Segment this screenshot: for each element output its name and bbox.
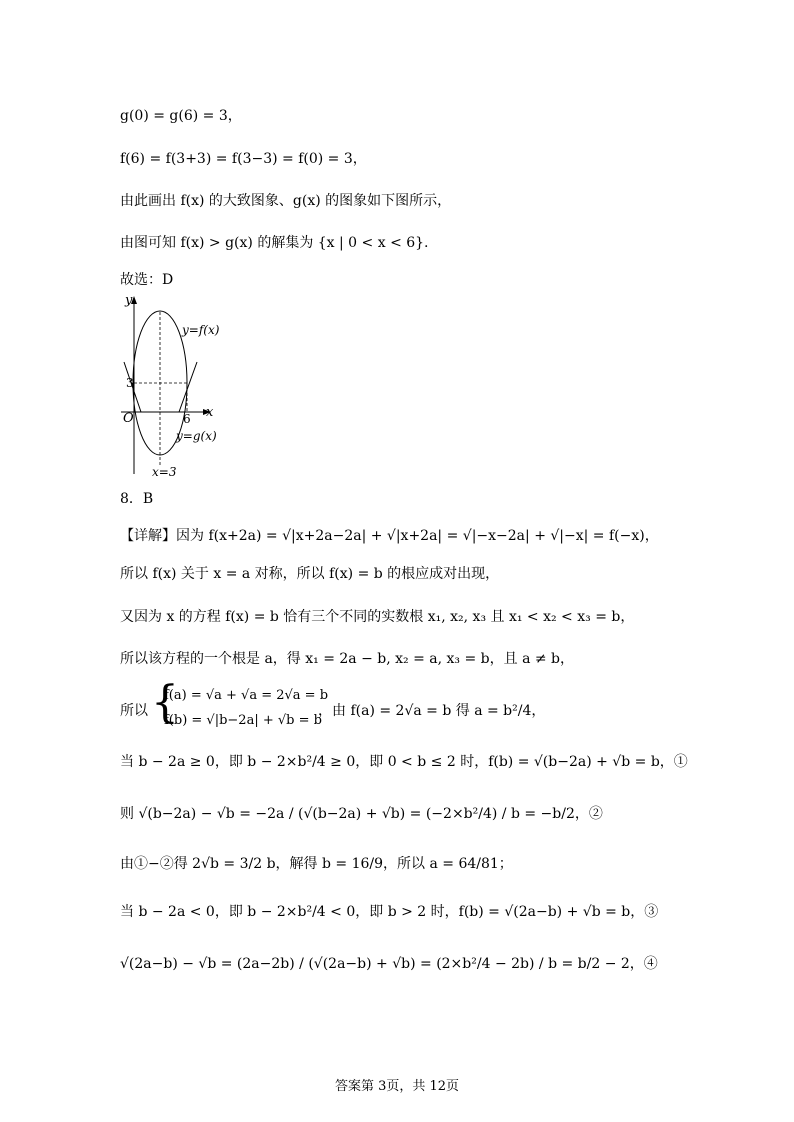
line-detail-symmetry: 【详解】因为 f(x+2a) = √|x+2a−2a| + √|x+2a| = √|−x−2a| + √|−x| = f(−x)， — [120, 528, 659, 544]
g-line-right — [179, 362, 197, 412]
line-draw-graph: 由此画出 f(x) 的大致图象、g(x) 的图象如下图所示， — [120, 193, 452, 209]
system-brace: { — [151, 677, 179, 728]
line-solve-b: 由①−②得 2√b = 3/2 b，解得 b = 16/9，所以 a = 64/81； — [120, 856, 513, 872]
line-eq-4: √(2a−b) − √b = (2a−2b) / (√(2a−b) + √b) = (2×b²/4 − 2b) / b = b/2 − 2，④ — [120, 956, 658, 972]
origin-label: O — [123, 411, 134, 426]
line-case-2: 当 b − 2a < 0，即 b − 2×b²/4 < 0，即 b > 2 时，f(b) = √(2a−b) + √b = b，③ — [120, 904, 659, 920]
tick-3-label: 3 — [126, 376, 134, 390]
line-three-roots: 又因为 x 的方程 f(x) = b 恰有三个不同的实数根 x₁, x₂, x₃ 且 x₁ < x₂ < x₃ = b， — [120, 609, 635, 625]
x-axis-label: x — [206, 405, 214, 420]
problem-8-answer: 8．B — [120, 491, 154, 507]
tick-6-label: 6 — [183, 412, 191, 426]
line-symmetric-about-a: 所以 f(x) 关于 x = a 对称，所以 f(x) = b 的根应成对出现， — [120, 566, 500, 582]
line-solution-set: 由图可知 f(x) > g(x) 的解集为 {x | 0 < x < 6}. — [120, 235, 429, 251]
line-f6: f(6) = f(3+3) = f(3−3) = f(0) = 3， — [120, 151, 367, 167]
f-curve-label: y=f(x) — [182, 323, 220, 337]
g-line-label: y=g(x) — [176, 429, 217, 443]
function-graph-figure — [115, 292, 225, 482]
line-g-values: g(0) = g(6) = 3， — [120, 108, 242, 124]
line-root-a: 所以该方程的一个根是 a，得 x₁ = 2a − b, x₂ = a, x₃ = b，且 a ≠ b， — [120, 651, 575, 667]
line-system-tail: ，由 f(a) = 2√a = b 得 a = b²/4， — [318, 703, 546, 719]
line-system-prefix: 所以 — [120, 703, 148, 719]
system-eq-2: f(b) = √|b−2a| + √b = b — [164, 713, 322, 728]
y-axis-label: y — [125, 293, 133, 308]
line-answer-d: 故选：D — [120, 272, 174, 288]
x3-label: x=3 — [152, 465, 177, 479]
line-case-1: 当 b − 2a ≥ 0，即 b − 2×b²/4 ≥ 0，即 0 < b ≤ 2 时，f(b) = √(b−2a) + √b = b，① — [120, 754, 688, 770]
page-footer: 答案第 3页，共 12页 — [334, 1079, 460, 1094]
line-eq-2: 则 √(b−2a) − √b = −2a / (√(b−2a) + √b) = (−2×b²/4) / b = −b/2，② — [120, 806, 603, 822]
system-eq-1: f(a) = √a + √a = 2√a = b — [164, 688, 329, 703]
